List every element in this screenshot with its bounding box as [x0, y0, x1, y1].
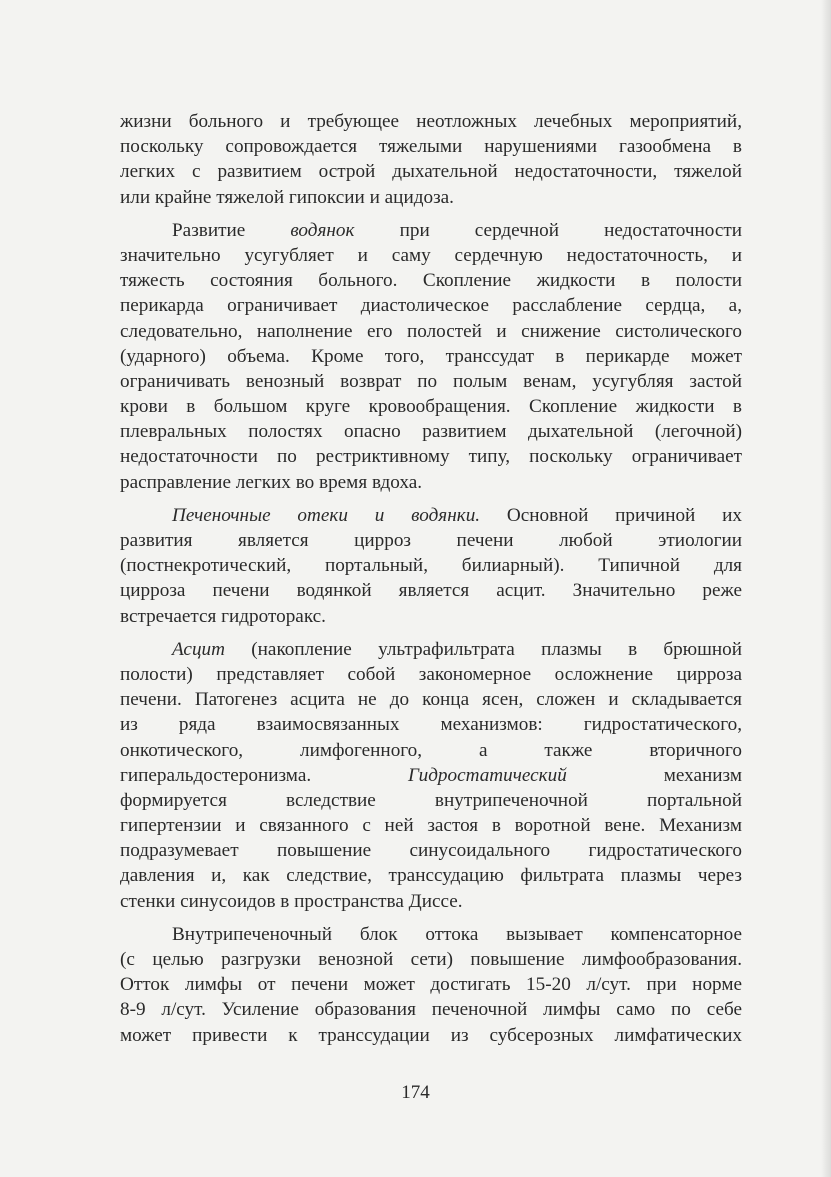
text-line: стенки синусоидов в пространства Диссе. — [120, 890, 463, 912]
text-line: Печеночные отеки и водянки. Основной причиной их — [172, 504, 742, 526]
text-line: (с целью разгрузки венозной сети) повышение лимфообразования. — [120, 949, 742, 970]
text-line: Асцит (накопление ультрафильтрата плазмы в брюшной — [172, 638, 742, 660]
body-text — [120, 109, 742, 1048]
text-line: из ряда взаимосвязанных механизмов: гидростатического, — [120, 714, 742, 736]
paragraph — [120, 218, 742, 495]
paragraph — [120, 109, 742, 210]
text-line: давления и, как следствие, транссудацию фильтрата плазмы через — [120, 865, 742, 887]
text-line: может привести к транссудации из субсерозных лимфатических — [120, 1024, 742, 1046]
text-line: встречается гидроторакс. — [120, 605, 326, 627]
page-number: 174 — [401, 1082, 430, 1103]
text-line: ограничивать венозный возврат по полым венам, усугубляя застой — [120, 370, 742, 392]
text-line: перикарда ограничивает диастолическое расслабление сердца, а, — [120, 295, 742, 317]
text-line: Отток лимфы от печени может достигать 15-20 л/сут. при норме — [120, 974, 742, 996]
text-line: гиперальдостеронизма. Гидростатический механизм — [120, 764, 742, 786]
text-line: легких с развитием острой дыхательной недостаточности, тяжелой — [120, 161, 742, 183]
text-line: развития является цирроз печени любой этиологии — [120, 530, 742, 551]
text-line: Развитие водянок при сердечной недостаточности — [172, 219, 742, 241]
text-line: гипертензии и связанного с ней застоя в воротной вене. Механизм — [120, 815, 742, 837]
italic-term: Асцит — [172, 638, 225, 660]
text-line: подразумевает повышение синусоидального гидростатического — [120, 840, 742, 862]
text-line: крови в большом круге кровообращения. Скопление жидкости в — [120, 396, 742, 418]
text-line: недостаточности по рестриктивному типу, поскольку ограничивает — [120, 446, 742, 468]
text-line: жизни больного и требующее неотложных лечебных мероприятий, — [120, 111, 742, 132]
italic-term: Гидростатический — [408, 764, 567, 786]
text-line: 8-9 л/сут. Усиление образования печеночной лимфы само по себе — [120, 999, 742, 1021]
italic-term: Печеночные отеки и водянки. — [172, 504, 481, 526]
text-line: цирроза печени водянкой является асцит. Значительно реже — [120, 580, 742, 602]
text-line: тяжесть состояния больного. Скопление жидкости в полости — [120, 270, 742, 292]
text-line: (постнекротический, портальный, билиарный). Типичной для — [120, 555, 742, 577]
text-line: значительно усугубляет и саму сердечную недостаточность, и — [120, 244, 742, 266]
text-line: онкотического, лимфогенного, а также вторичного — [120, 739, 742, 761]
paragraph — [120, 637, 742, 914]
text-line: следовательно, наполнение его полостей и снижение систолического — [120, 320, 742, 342]
text-line: поскольку сопровождается тяжелыми нарушениями газообмена в — [120, 136, 742, 158]
text-line: плевральных полостях опасно развитием дыхательной (легочной) — [120, 421, 742, 443]
text-line: расправление легких во время вдоха. — [120, 471, 423, 493]
text-line: Внутрипеченочный блок оттока вызывает компенсаторное — [172, 923, 742, 945]
text-line: формируется вследствие внутрипеченочной портальной — [120, 789, 742, 811]
italic-term: водянок — [290, 219, 355, 241]
paragraph — [120, 503, 742, 629]
text-line: или крайне тяжелой гипоксии и ацидоза. — [120, 186, 454, 208]
page-edge-shadow — [821, 0, 831, 1177]
paragraph — [120, 922, 742, 1048]
text-line: (ударного) объема. Кроме того, транссудат в перикарде может — [120, 345, 742, 367]
text-line: полости) представляет собой закономерное осложнение цирроза — [120, 663, 742, 685]
text-line: печени. Патогенез асцита не до конца ясен, сложен и складывается — [120, 689, 742, 711]
